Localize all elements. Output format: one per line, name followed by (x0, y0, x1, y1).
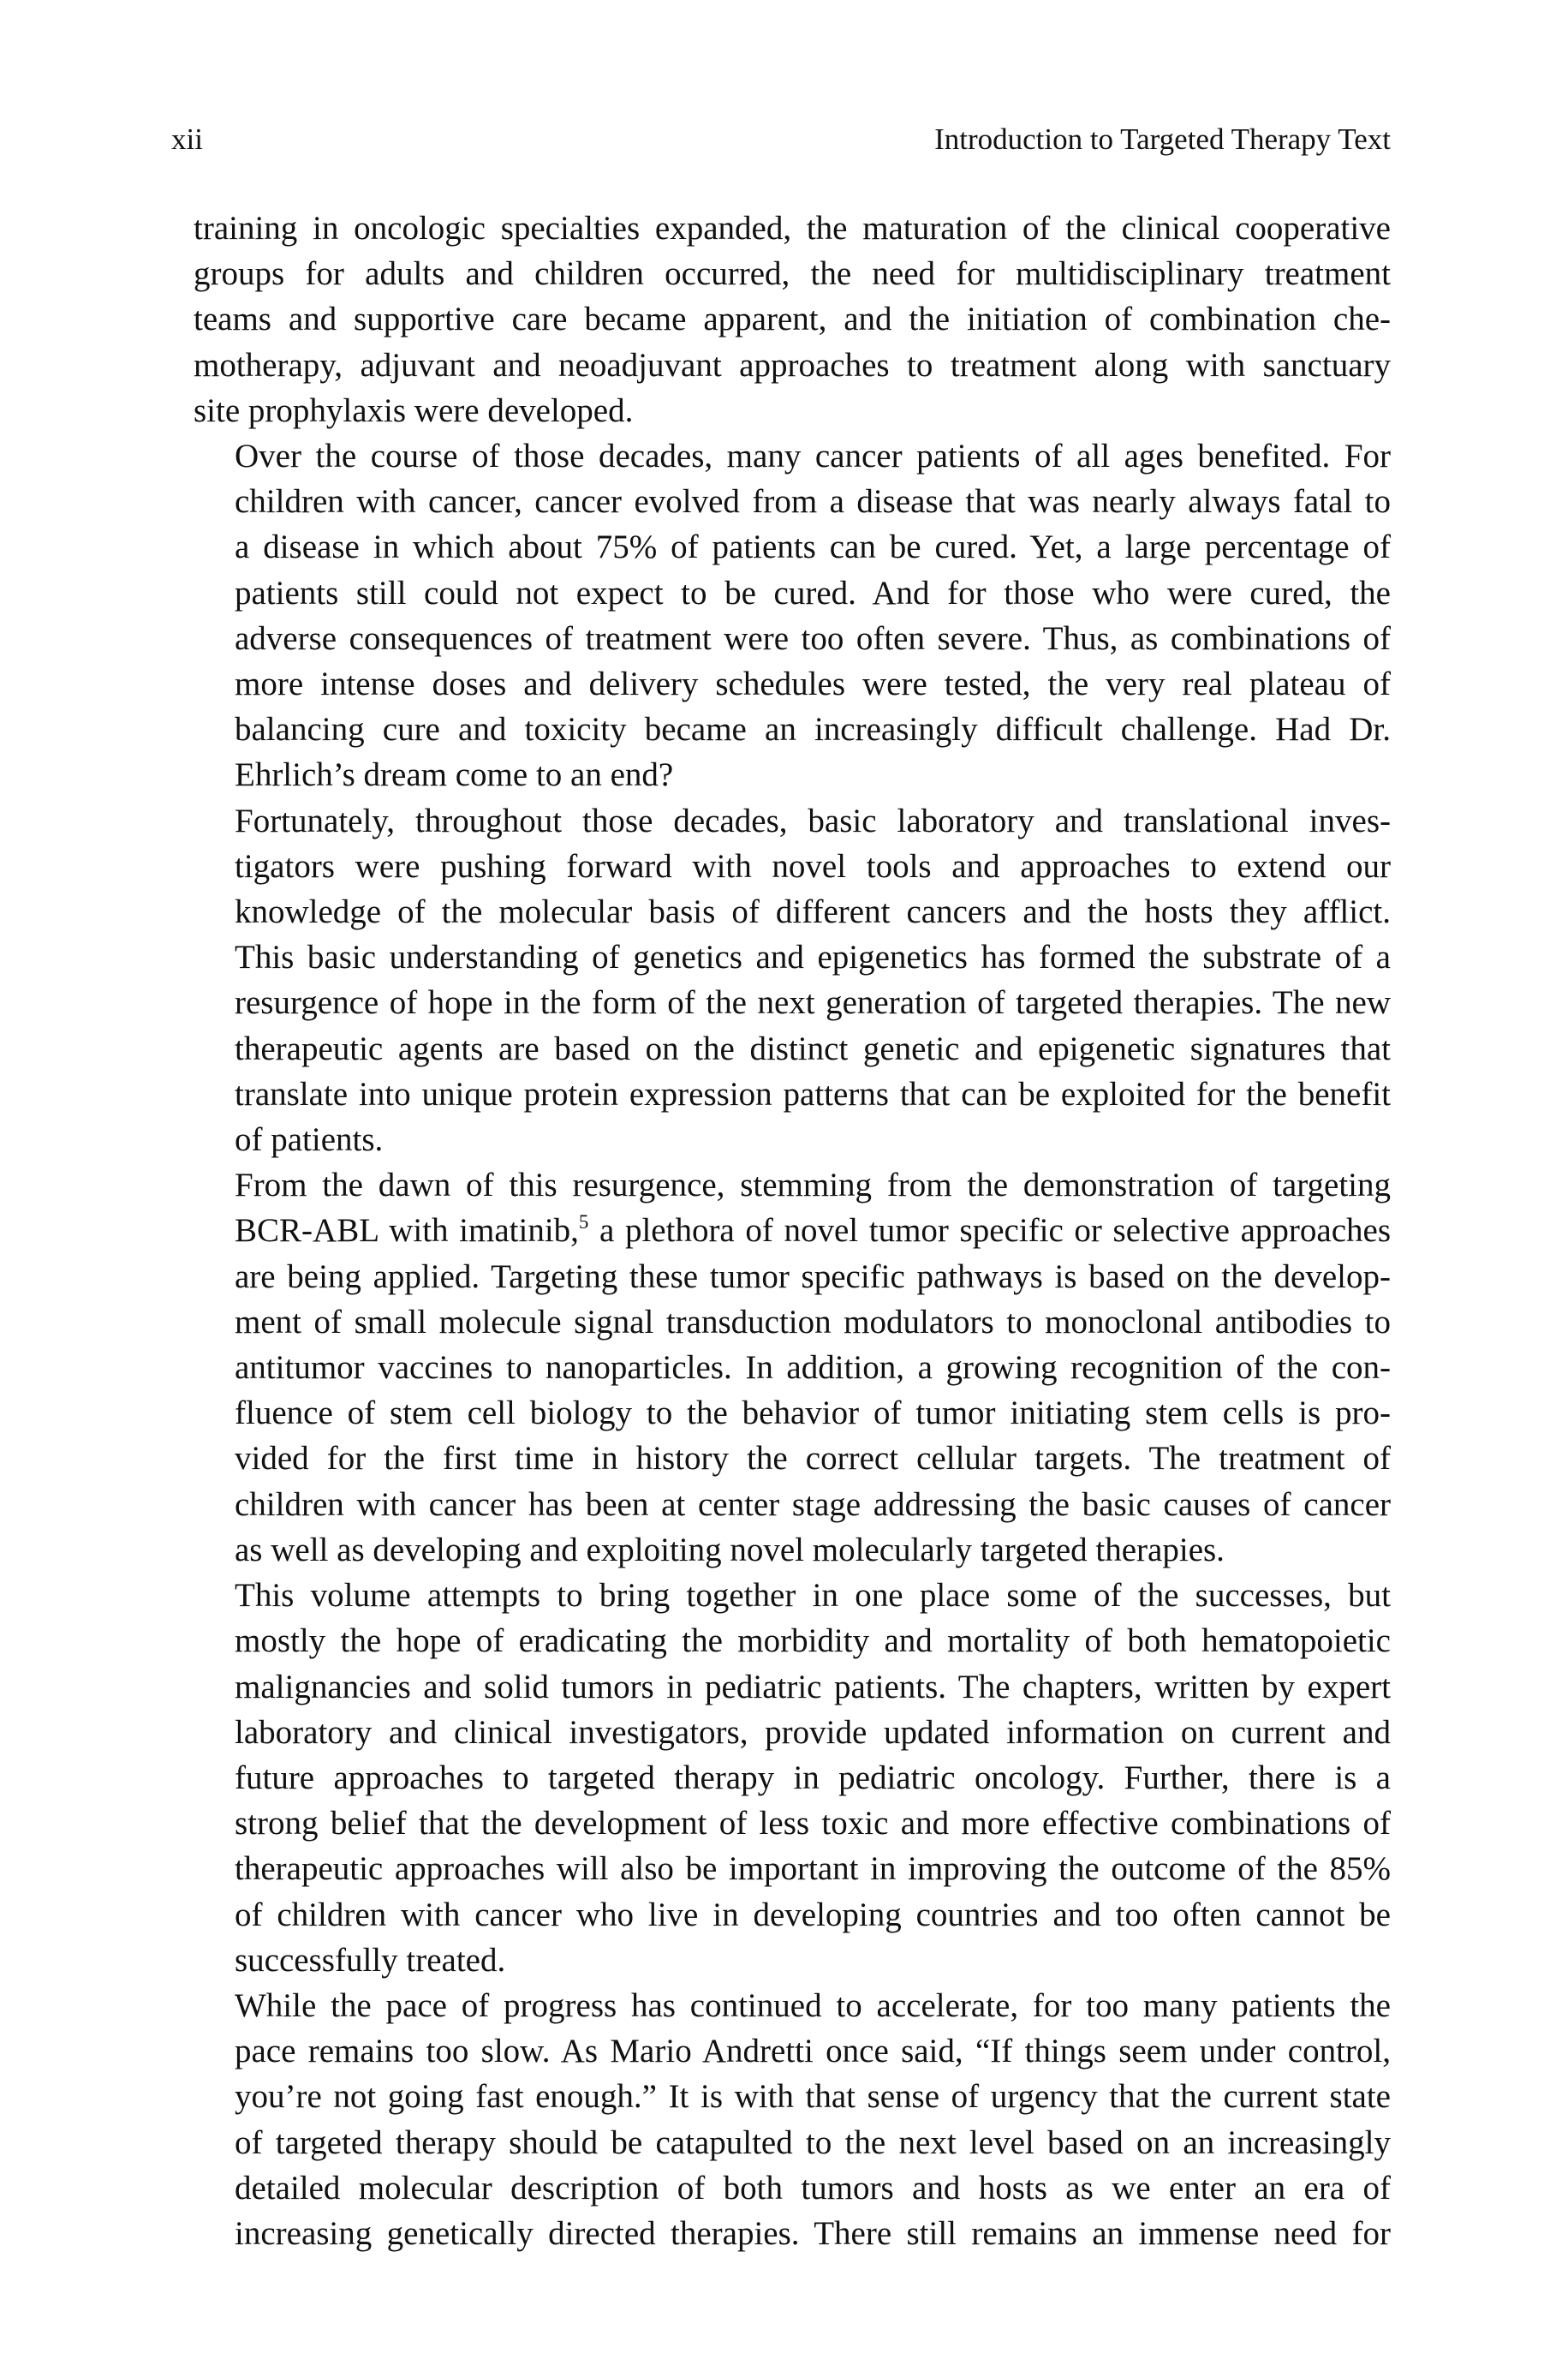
text-line: Fortunately, throughout those decades, basic laboratory and translational inves- (235, 802, 1391, 839)
page-number: xii (171, 122, 203, 156)
text-line: training in oncologic specialties expanded, the maturation of the clinical cooperative (194, 210, 1391, 247)
text-line: therapeutic agents are based on the distinct genetic and epigenetic signatures that (235, 1030, 1391, 1067)
text-line: vided for the first time in history the correct cellular targets. The treatment of (235, 1440, 1391, 1478)
text-line: motherapy, adjuvant and neoadjuvant approaches to treatment along with sanctuary (194, 346, 1391, 384)
text-line: mostly the hope of eradicating the morbidity and mortality of both hematopoietic (235, 1622, 1391, 1660)
text-line: successfully treated. (235, 1941, 506, 1979)
paragraph-1 (194, 206, 1391, 433)
text-line: children with cancer has been at center stage addressing the basic causes of cancer (235, 1485, 1391, 1523)
text-line: you’re not going fast enough.” It is with that sense of urgency that the current state (235, 2078, 1391, 2116)
text-line: teams and supportive care became apparent, and the initiation of combination che- (194, 301, 1391, 338)
text-line: fluence of stem cell biology to the behavior of tumor initiating stem cells is pro- (235, 1395, 1391, 1432)
reference-superscript: 5 (578, 1211, 589, 1233)
text-fragment: a plethora of novel tumor specific or selective approaches (588, 1212, 1391, 1250)
text-line: of patients. (235, 1121, 384, 1159)
text-line: of children with cancer who live in developing countries and too often cannot be (235, 1896, 1391, 1933)
text-line: antitumor vaccines to nanoparticles. In addition, a growing recognition of the con- (235, 1349, 1391, 1387)
text-line: a disease in which about 75% of patients can be cured. Yet, a large percentage of (235, 529, 1391, 566)
paragraph-4 (194, 1162, 1391, 1573)
text-line: pace remains too slow. As Mario Andretti once said, “If things seem under control, (235, 2033, 1391, 2070)
paragraph-6 (194, 1983, 1391, 2256)
text-line: more intense doses and delivery schedules were tested, the very real plateau of (235, 666, 1391, 703)
text-line: detailed molecular description of both tumors and hosts as we enter an era of (235, 2169, 1391, 2207)
text-line: ment of small molecule signal transduction modulators to monoclonal antibodies to (235, 1303, 1391, 1341)
paragraph-5 (194, 1573, 1391, 1983)
text-line: are being applied. Targeting these tumor specific pathways is based on the develop- (235, 1257, 1391, 1295)
text-line: groups for adults and children occurred, the need for multidisciplinary treatment (194, 255, 1391, 293)
text-line: adverse consequences of treatment were too often severe. Thus, as combinations of (235, 619, 1391, 657)
running-head (171, 118, 1391, 161)
paragraph-2 (194, 433, 1391, 798)
text-line: From the dawn of this resurgence, stemming from the demonstration of targeting (235, 1167, 1391, 1204)
text-line: tigators were pushing forward with novel tools and approaches to extend our (235, 847, 1391, 885)
text-line: of targeted therapy should be catapulted to the next level based on an increasingly (235, 2123, 1391, 2161)
text-line: This basic understanding of genetics and epigenetics has formed the substrate of a (235, 939, 1391, 976)
text-line: balancing cure and toxicity became an increasingly difficult challenge. Had Dr. (235, 711, 1391, 749)
text-line: future approaches to targeted therapy in pediatric oncology. Further, there is a (235, 1759, 1391, 1796)
text-line: translate into unique protein expression patterns that can be exploited for the benefit (235, 1075, 1391, 1113)
text-line: Over the course of those decades, many cancer patients of all ages benefited. For (235, 438, 1391, 475)
text-line: increasing genetically directed therapies. There still remains an immense need for (235, 2214, 1391, 2252)
text-line: malignancies and solid tumors in pediatric patients. The chapters, written by expert (235, 1668, 1391, 1705)
text-line: knowledge of the molecular basis of different cancers and the hosts they afflict. (235, 893, 1391, 931)
text-line: While the pace of progress has continued to accelerate, for too many patients the (235, 1986, 1391, 2024)
text-line: children with cancer, cancer evolved from a disease that was nearly always fatal to (235, 483, 1391, 521)
text-line: strong belief that the development of less toxic and more effective combinations of (235, 1805, 1391, 1842)
text-line: site prophylaxis were developed. (194, 391, 634, 429)
text-line: patients still could not expect to be cured. And for those who were cured, the (235, 574, 1391, 612)
text-line: as well as developing and exploiting novel molecularly targeted therapies. (235, 1531, 1225, 1568)
body-text (194, 206, 1391, 2256)
text-line: laboratory and clinical investigators, provide updated information on current and (235, 1713, 1391, 1751)
text-line (194, 1208, 1391, 1253)
text-line: Ehrlich’s dream come to an end? (235, 756, 674, 794)
text-line: resurgence of hope in the form of the next generation of targeted therapies. The new (235, 984, 1391, 1022)
text-line: therapeutic approaches will also be important in improving the outcome of the 85% (235, 1850, 1391, 1888)
text-line: This volume attempts to bring together in one place some of the successes, but (235, 1577, 1391, 1615)
paragraph-3 (194, 798, 1391, 1163)
text-fragment: BCR-ABL with imatinib, (235, 1212, 579, 1250)
running-title: Introduction to Targeted Therapy Text (934, 122, 1391, 156)
